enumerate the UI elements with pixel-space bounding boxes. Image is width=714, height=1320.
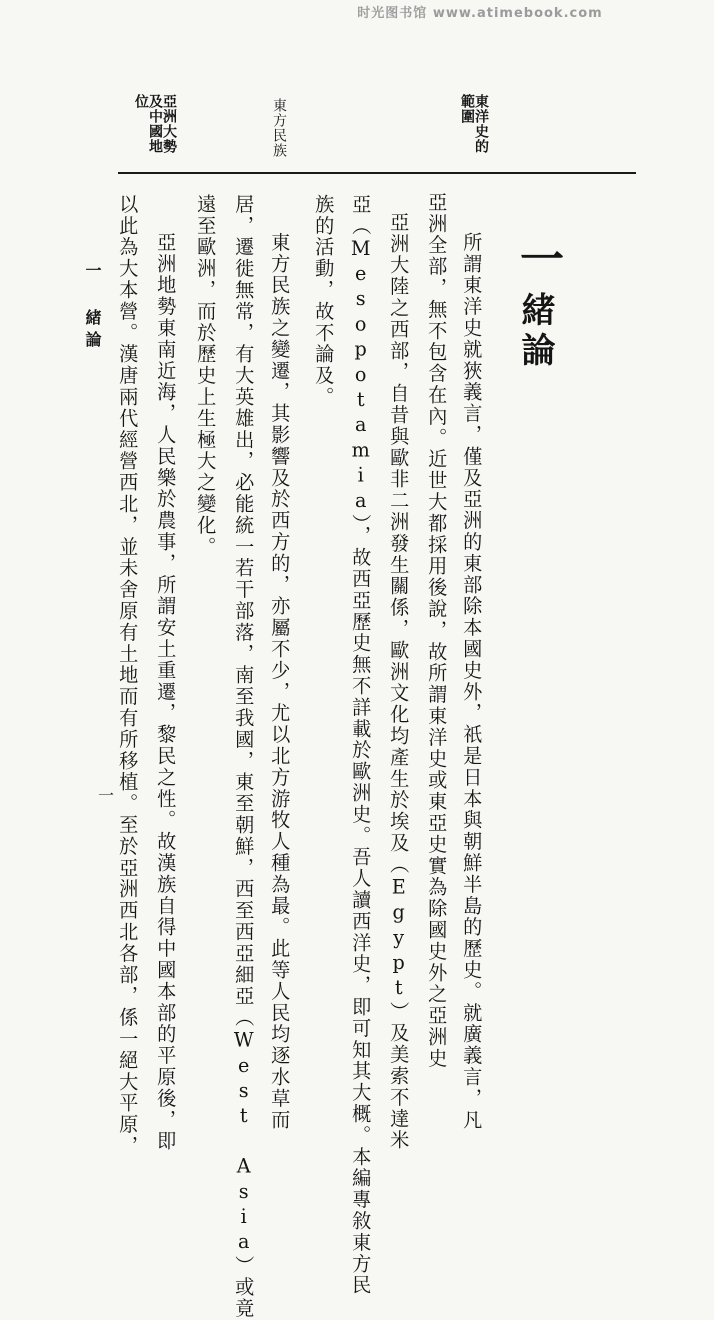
chapter-title: 緒論 — [515, 292, 555, 372]
margin-note-asia: 亞洲大勢及中國地位 — [133, 94, 177, 154]
body-column-4: 亞（Mesopotamia），故西亞歷史無不詳載於歐洲史。吾人讀西洋史，即可知其大概。本編專敘東方民 — [349, 194, 373, 1297]
margin-note-scope: 東洋史的範圍 — [459, 94, 489, 154]
chapter-number: 一 — [512, 236, 563, 288]
body-column-10: 以此為大本營。漢唐兩代經營西北，並未舍原有土地而有所移植。至於亞洲西北各部，係一絕大平原， — [116, 194, 140, 1157]
body-column-6: 東方民族之變遷，其影響及於西方的，亦屬不少，尤以北方游牧人種為最。此等人民均逐水草而 — [268, 232, 292, 1131]
watermark: 时光图书馆 www.atimebook.com — [357, 6, 603, 21]
body-column-7: 居，遷徙無常，有大英雄出，必能統一若干部落，南至我國，東至朝鮮，西至西亞細亞（West Asia）或竟 — [232, 194, 256, 1320]
body-column-8: 遠至歐洲，而於歷史上生極大之變化。 — [194, 194, 218, 558]
margin-note-peoples: 東方民族 — [271, 98, 287, 158]
page-number: 一 — [98, 786, 115, 805]
body-column-3: 亞洲大陸之西部，自昔與歐非二洲發生關係，歐洲文化均產生於埃及（Egypt）及美索不達米 — [387, 212, 411, 1152]
running-footer: 一 緒論 — [83, 262, 102, 353]
body-column-1: 所謂東洋史就狹義言，僅及亞洲的東部除本國史外，祇是日本與朝鮮半島的歷史。就廣義言，凡 — [460, 232, 484, 1131]
body-column-2: 亞洲全部，無不包含在內。近世大都採用後說，故所謂東洋史或東亞史實為除國史外之亞洲史 — [425, 192, 449, 1070]
body-column-9: 亞洲地勢東南近海，人民樂於農事，所謂安土重遷，黎民之性。故漢族自得中國本部的平原後，即 — [154, 232, 178, 1153]
body-column-5: 族的活動，故不論及。 — [312, 194, 336, 408]
header-rule — [118, 172, 636, 174]
